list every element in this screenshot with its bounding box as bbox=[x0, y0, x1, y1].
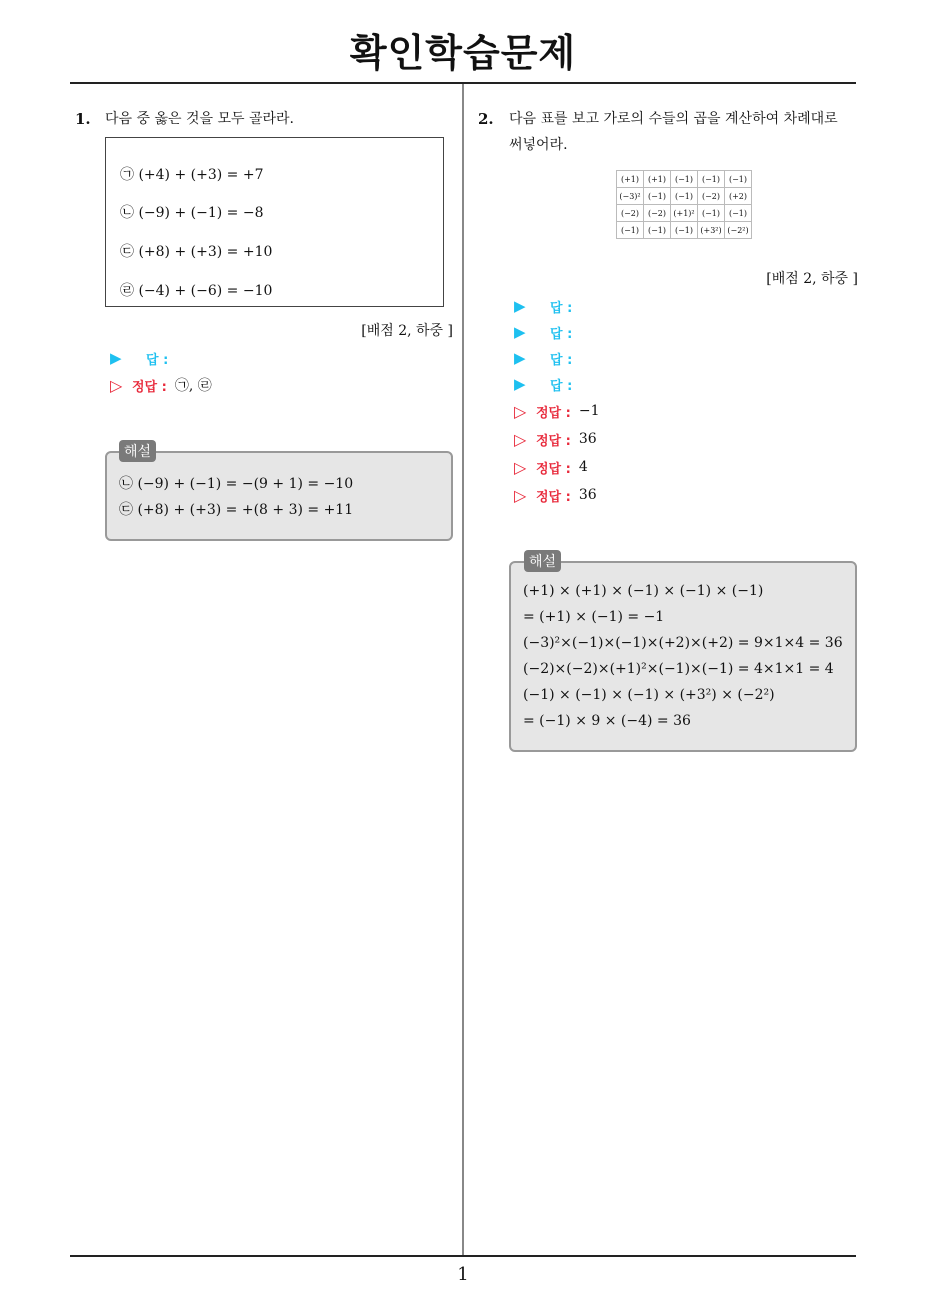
q1-explanation-line-1: ㉡ (−9) + (−1) = −(9 + 1) = −10 bbox=[119, 476, 354, 492]
table-row bbox=[617, 171, 752, 188]
q2-correct-row-1 bbox=[514, 400, 599, 422]
q2-number: 2. bbox=[478, 110, 494, 128]
page-number: 1 bbox=[457, 1264, 469, 1285]
play-icon: ▶ bbox=[514, 349, 526, 367]
correct-label: 정답 : bbox=[536, 489, 571, 505]
q2-correct-row-2 bbox=[514, 428, 597, 450]
table-cell: (−1) bbox=[725, 171, 752, 188]
q2-answer-row-2 bbox=[514, 321, 572, 343]
table-cell: (−2) bbox=[617, 205, 644, 222]
correct-label: 정답 : bbox=[132, 379, 167, 395]
q2-number-table bbox=[616, 170, 752, 239]
table-cell: (+1)² bbox=[671, 205, 698, 222]
q1-correct-row bbox=[110, 374, 212, 396]
table-cell: (−2) bbox=[644, 205, 671, 222]
play-icon: ▶ bbox=[110, 349, 122, 367]
q2-answer-row-4 bbox=[514, 373, 572, 395]
q1-statement-2: ㉡ (−9) + (−1) = −8 bbox=[120, 205, 264, 221]
q2-explanation-tag: 해설 bbox=[524, 550, 561, 572]
table-cell: (−2²) bbox=[725, 222, 752, 239]
answer-label: 답 : bbox=[550, 326, 573, 342]
q2-answer-row-3 bbox=[514, 347, 572, 369]
q2-text-line-2: 써넣어라. bbox=[509, 137, 568, 153]
correct-label: 정답 : bbox=[536, 405, 571, 421]
answer-label: 답 : bbox=[550, 300, 573, 316]
q2-answer-row-1 bbox=[514, 295, 572, 317]
table-cell: (+3²) bbox=[698, 222, 725, 239]
q1-number: 1. bbox=[75, 110, 91, 128]
column-divider bbox=[462, 84, 464, 1256]
triangle-outline-icon: ▷ bbox=[514, 401, 527, 421]
table-cell: (−1) bbox=[725, 205, 752, 222]
q1-answer-row bbox=[110, 347, 168, 369]
q2-explanation-box bbox=[509, 561, 857, 752]
correct-label: 정답 : bbox=[536, 461, 571, 477]
correct-label: 정답 : bbox=[536, 433, 571, 449]
correct-value: 36 bbox=[578, 487, 597, 503]
table-row bbox=[617, 188, 752, 205]
q1-statement-1: ㉠ (+4) + (+3) = +7 bbox=[120, 167, 264, 183]
q1-statements-box bbox=[105, 137, 444, 307]
table-cell: (−1) bbox=[644, 222, 671, 239]
table-cell: (−1) bbox=[671, 188, 698, 205]
triangle-outline-icon: ▷ bbox=[514, 429, 527, 449]
table-cell: (−1) bbox=[617, 222, 644, 239]
q2-correct-row-3 bbox=[514, 456, 588, 478]
table-cell: (+2) bbox=[725, 188, 752, 205]
q1-text: 다음 중 옳은 것을 모두 골라라. bbox=[105, 111, 294, 127]
table-cell: (−1) bbox=[671, 222, 698, 239]
q1-statement-3: ㉢ (+8) + (+3) = +10 bbox=[120, 244, 273, 260]
table-cell: (−1) bbox=[644, 188, 671, 205]
table-cell: (−1) bbox=[698, 171, 725, 188]
answer-label: 답 : bbox=[550, 378, 573, 394]
q2-explanation-line-1: (+1) × (+1) × (−1) × (−1) × (−1) bbox=[523, 583, 764, 599]
q1-explanation-tag: 해설 bbox=[119, 440, 156, 462]
table-cell: (−1) bbox=[671, 171, 698, 188]
correct-value: 4 bbox=[578, 459, 588, 475]
triangle-outline-icon: ▷ bbox=[514, 485, 527, 505]
correct-value: −1 bbox=[578, 403, 600, 419]
q1-explanation-line-2: ㉢ (+8) + (+3) = +(8 + 3) = +11 bbox=[119, 502, 354, 518]
q1-score: [배점 2, 하중 ] bbox=[361, 323, 453, 339]
q2-correct-row-4 bbox=[514, 484, 597, 506]
correct-value: ㉠, ㉣ bbox=[174, 378, 212, 394]
q2-explanation-line-3: (−3)²×(−1)×(−1)×(+2)×(+2) = 9×1×4 = 36 bbox=[523, 635, 843, 651]
table-cell: (−1) bbox=[698, 205, 725, 222]
q2-explanation-line-5: (−1) × (−1) × (−1) × (+3²) × (−2²) bbox=[523, 687, 775, 703]
table-cell: (+1) bbox=[617, 171, 644, 188]
table-row bbox=[617, 222, 752, 239]
q2-explanation-line-6: = (−1) × 9 × (−4) = 36 bbox=[523, 713, 691, 729]
play-icon: ▶ bbox=[514, 297, 526, 315]
play-icon: ▶ bbox=[514, 375, 526, 393]
q1-statement-4: ㉣ (−4) + (−6) = −10 bbox=[120, 283, 273, 299]
triangle-outline-icon: ▷ bbox=[110, 375, 123, 395]
play-icon: ▶ bbox=[514, 323, 526, 341]
answer-label: 답 : bbox=[146, 352, 169, 368]
q1-explanation-box bbox=[105, 451, 453, 541]
page-title: 확인학습문제 bbox=[349, 31, 577, 75]
q2-score: [배점 2, 하중 ] bbox=[766, 271, 858, 287]
q2-text-line-1: 다음 표를 보고 가로의 수들의 곱을 계산하여 차례대로 bbox=[509, 111, 838, 127]
table-cell: (−2) bbox=[698, 188, 725, 205]
q2-explanation-line-4: (−2)×(−2)×(+1)²×(−1)×(−1) = 4×1×1 = 4 bbox=[523, 661, 834, 677]
answer-label: 답 : bbox=[550, 352, 573, 368]
bottom-rule bbox=[70, 1255, 856, 1257]
q2-explanation-line-2: = (+1) × (−1) = −1 bbox=[523, 609, 665, 625]
table-cell: (−3)² bbox=[617, 188, 644, 205]
table-cell: (+1) bbox=[644, 171, 671, 188]
table-row bbox=[617, 205, 752, 222]
correct-value: 36 bbox=[578, 431, 597, 447]
triangle-outline-icon: ▷ bbox=[514, 457, 527, 477]
